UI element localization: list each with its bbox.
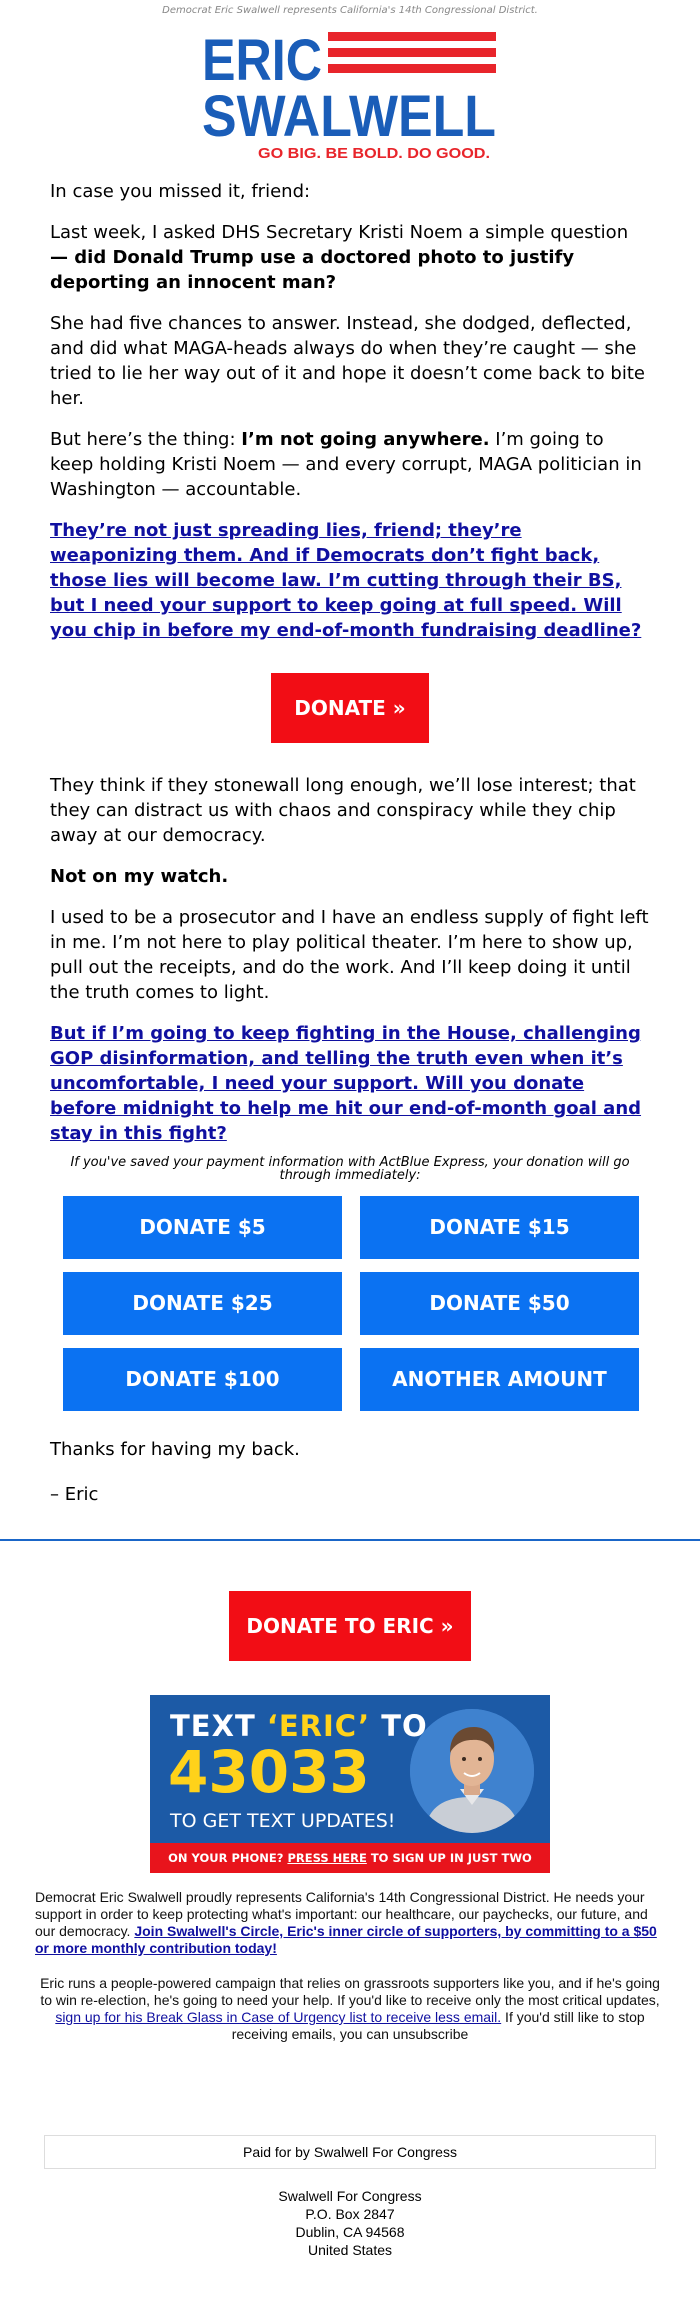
donate-50-button[interactable]: DONATE $50 bbox=[360, 1272, 639, 1335]
paragraph-2: She had five chances to answer. Instead, she dodged, deflected, and did what MAGA-heads always do when they’re caught — she tried to lie her way out of it and hope it doesn’t come back to bite her. bbox=[50, 313, 645, 409]
logo-tagline: GO BIG. BE BOLD. DO GOOD. bbox=[258, 145, 490, 162]
banner-headline-a: TEXT bbox=[170, 1709, 267, 1743]
address-line: Dublin, CA 94568 bbox=[295, 2224, 405, 2240]
banner-footer-b: TO SIGN UP IN JUST TWO bbox=[370, 1851, 532, 1865]
email-body bbox=[0, 179, 700, 1146]
footer-divider bbox=[0, 1539, 700, 1541]
paragraph-4: They think if they stonewall long enough, we’ll lose interest; that they can distract us with chaos and conspiracy while they chip away at our democracy. bbox=[50, 775, 636, 846]
flag-stripe bbox=[328, 64, 496, 73]
flag-stripe bbox=[328, 48, 496, 57]
paragraph-5 bbox=[50, 864, 650, 889]
text-updates-banner[interactable] bbox=[150, 1695, 550, 1873]
paragraph-3-end: I’m going to keep holding Kristi Noem — and every corrupt, MAGA politician in Washington — accountable. bbox=[50, 429, 642, 500]
break-glass-link[interactable]: sign up for his Break Glass in Case of Urgency list to receive less email. bbox=[55, 2009, 502, 2025]
flag-stripe bbox=[328, 32, 496, 41]
portrait-photo bbox=[410, 1709, 534, 1833]
another-amount-button[interactable]: ANOTHER AMOUNT bbox=[360, 1348, 639, 1411]
banner-footer-a: ON YOUR PHONE? bbox=[168, 1851, 288, 1865]
closing bbox=[0, 1437, 700, 1507]
paragraph-3 bbox=[50, 427, 650, 502]
donate-to-eric-button[interactable]: DONATE TO ERIC » bbox=[229, 1591, 471, 1661]
footer-paragraph-1 bbox=[35, 1889, 665, 1957]
paragraph-5-bold: Not on my watch. bbox=[50, 866, 229, 887]
donate-eric-wrap bbox=[0, 1591, 700, 1661]
footer-text bbox=[0, 1889, 700, 2043]
address-line: Swalwell For Congress bbox=[278, 2188, 422, 2204]
footer-paragraph-2-end: If you'd still like to stop receiving emails, you can unsubscribe bbox=[231, 2009, 645, 2042]
paid-for-box: Paid for by Swalwell For Congress bbox=[44, 2135, 656, 2169]
mailing-address bbox=[0, 2187, 700, 2259]
express-note: If you've saved your payment information with ActBlue Express, your donation will go through immediately: bbox=[70, 1155, 630, 1183]
paragraph-1-bold: — did Donald Trump use a doctored photo to justify deporting an innocent man? bbox=[50, 247, 575, 293]
logo-graphic bbox=[200, 28, 500, 163]
cta-link-2[interactable]: But if I’m going to keep fighting in the House, challenging GOP disinformation, and telling the truth even when it’s uncomfortable, I need your support. Will you donate before midnight to help me hit our end-of-month goal and stay in this fight? bbox=[50, 1023, 642, 1144]
preheader-text: Democrat Eric Swalwell represents California's 14th Congressional District. bbox=[162, 5, 538, 16]
paragraph-3-bold: I’m not going anywhere. bbox=[241, 429, 490, 450]
greeting: In case you missed it, friend: bbox=[50, 181, 311, 202]
press-here-link[interactable]: PRESS HERE bbox=[287, 1851, 367, 1865]
address-line: P.O. Box 2847 bbox=[305, 2206, 395, 2222]
donation-amount-grid bbox=[63, 1196, 639, 1411]
signature: – Eric bbox=[50, 1484, 99, 1505]
footer-paragraph-1-text: Democrat Eric Swalwell proudly represents California's 14th Congressional District. He needs your support in order to keep protecting what's important: our healthcare, our paychecks, our future, and our democracy. bbox=[35, 1889, 648, 1939]
banner-subtitle: TO GET TEXT UPDATES! bbox=[170, 1810, 396, 1832]
address-line: United States bbox=[307, 2242, 393, 2258]
donate-100-button[interactable]: DONATE $100 bbox=[63, 1348, 342, 1411]
banner-keyword: ‘ERIC’ bbox=[266, 1709, 371, 1743]
donate-5-button[interactable]: DONATE $5 bbox=[63, 1196, 342, 1259]
donate-main-wrap bbox=[50, 673, 650, 743]
donate-25-button[interactable]: DONATE $25 bbox=[63, 1272, 342, 1335]
swalwell-logo[interactable] bbox=[200, 28, 500, 163]
footer-paragraph-2-text: Eric runs a people-powered campaign that relies on grassroots supporters like you, and if he's going to win re-election, he's going to need your help. If you'd like to receive only the most critical updates, bbox=[40, 1975, 660, 2008]
paragraph-1 bbox=[50, 220, 650, 295]
thanks-text: Thanks for having my back. bbox=[50, 1439, 300, 1460]
logo-line1: ERIC bbox=[202, 28, 322, 93]
cta-link-1[interactable]: They’re not just spreading lies, friend; they’re weaponizing them. And if Democrats don’t fight back, those lies will become law. I’m cutting through their BS, but I need your support to keep going at full speed. Will you chip in before my end-of-month fundraising deadline? bbox=[50, 520, 642, 641]
paragraph-1-start: Last week, I asked DHS Secretary Kristi Noem a simple question bbox=[50, 222, 629, 243]
paragraph-3-start: But here’s the thing: bbox=[50, 429, 242, 450]
person-icon bbox=[410, 1709, 534, 1833]
banner-shortcode: 43033 bbox=[168, 1738, 370, 1806]
banner-headline-c: TO bbox=[370, 1709, 428, 1743]
logo-line2: SWALWELL bbox=[202, 84, 496, 149]
banner-footer-bar bbox=[150, 1843, 550, 1873]
swalwells-circle-link[interactable]: Join Swalwell's Circle, Eric's inner circle of supporters, by committing to a $50 or more monthly contribution today! bbox=[35, 1923, 657, 1956]
paragraph-6: I used to be a prosecutor and I have an endless supply of fight left in me. I’m not here to play political theater. I’m here to show up, pull out the receipts, and do the work. And I’ll keep doing it until the truth comes to light. bbox=[50, 907, 649, 1003]
donate-button[interactable]: DONATE » bbox=[271, 673, 429, 743]
donate-15-button[interactable]: DONATE $15 bbox=[360, 1196, 639, 1259]
footer-paragraph-2 bbox=[35, 1975, 665, 2043]
